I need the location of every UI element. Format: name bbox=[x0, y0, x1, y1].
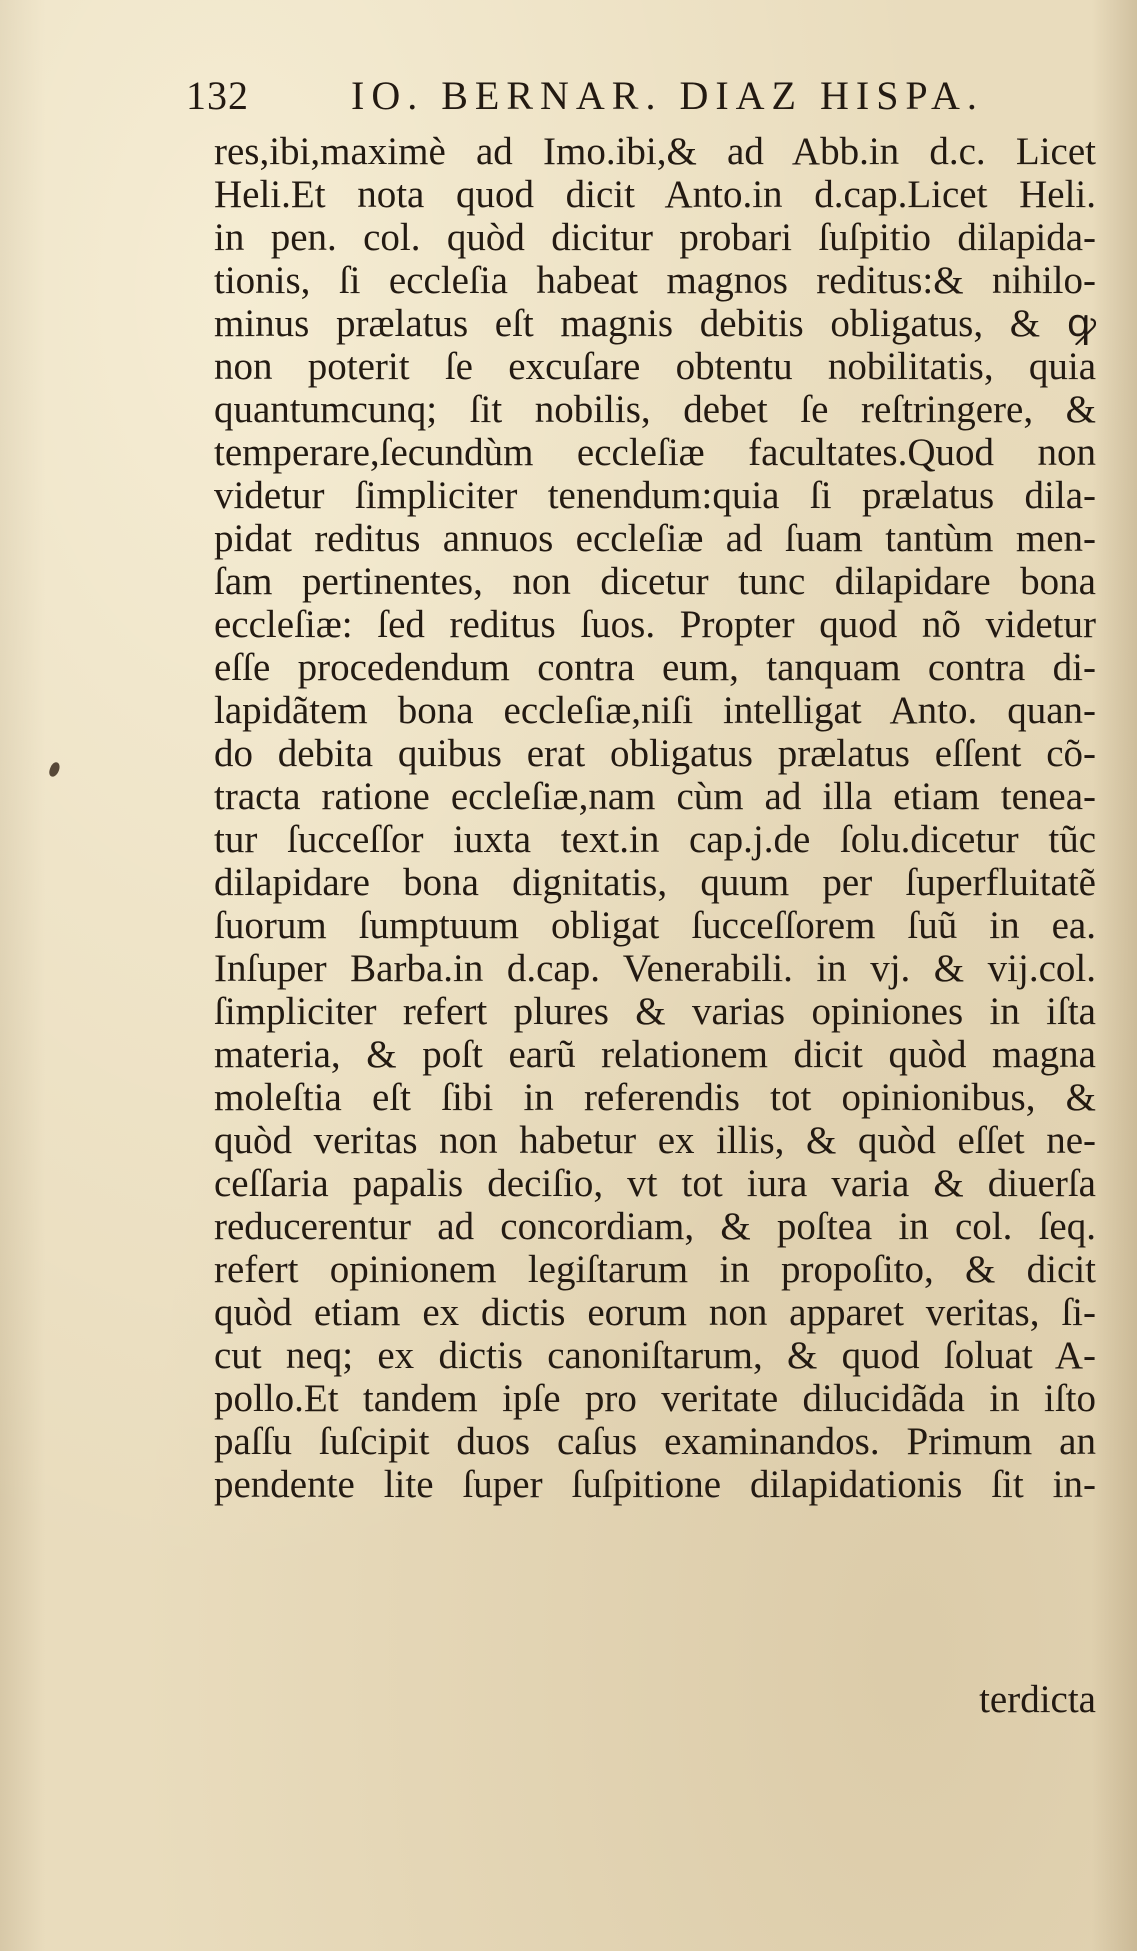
text-line: temperare,ſecundùm eccleſiæ facultates.Quod non bbox=[214, 431, 1096, 474]
ink-spot bbox=[48, 761, 61, 778]
text-line: ceſſaria papalis deciſio, vt tot iura varia & diuerſa bbox=[214, 1162, 1096, 1205]
text-line: res,ibi,maximè ad Imo.ibi,& ad Abb.in d.c. Licet bbox=[214, 130, 1096, 173]
page-number: 132 bbox=[186, 73, 249, 118]
text-line: refert opinionem legiſtarum in propoſito, & dicit bbox=[214, 1248, 1096, 1291]
text-line: non poterit ſe excuſare obtentu nobilitatis, quia bbox=[214, 345, 1096, 388]
text-line: reducerentur ad concordiam, & poſtea in col. ſeq. bbox=[214, 1205, 1096, 1248]
text-line: videtur ſimpliciter tenendum:quia ſi prælatus dila- bbox=[214, 474, 1096, 517]
text-line: pendente lite ſuper ſuſpitione dilapidationis ſit in- bbox=[214, 1463, 1096, 1506]
text-line: Inſuper Barba.in d.cap. Venerabili. in vj. & vij.col. bbox=[214, 947, 1096, 990]
text-line: in pen. col. quòd dicitur probari ſuſpitio dilapida- bbox=[214, 216, 1096, 259]
body-text bbox=[214, 130, 1096, 1506]
text-line: ſam pertinentes, non dicetur tunc dilapidare bona bbox=[214, 560, 1096, 603]
catchword: terdicta bbox=[979, 1678, 1096, 1721]
text-line: eſſe procedendum contra eum, tanquam contra di- bbox=[214, 646, 1096, 689]
text-line: tracta ratione eccleſiæ,nam cùm ad illa etiam tenea- bbox=[214, 775, 1096, 818]
text-line: do debita quibus erat obligatus prælatus eſſent cõ- bbox=[214, 732, 1096, 775]
text-line: lapidãtem bona eccleſiæ,niſi intelligat Anto. quan- bbox=[214, 689, 1096, 732]
running-head: IO. BERNAR. DIAZ HISPA. bbox=[351, 73, 984, 118]
text-line: Heli.Et nota quod dicit Anto.in d.cap.Licet Heli. bbox=[214, 173, 1096, 216]
text-line: dilapidare bona dignitatis, quum per ſuperfluitatẽ bbox=[214, 861, 1096, 904]
text-line: pidat reditus annuos eccleſiæ ad ſuam tantùm men- bbox=[214, 517, 1096, 560]
text-line: quòd veritas non habetur ex illis, & quòd eſſet ne- bbox=[214, 1119, 1096, 1162]
text-line: pollo.Et tandem ipſe pro veritate dilucidãda in iſto bbox=[214, 1377, 1096, 1420]
text-line: eccleſiæ: ſed reditus ſuos. Propter quod nõ videtur bbox=[214, 603, 1096, 646]
text-line: ſimpliciter refert plures & varias opiniones in iſta bbox=[214, 990, 1096, 1033]
text-line: quòd etiam ex dictis eorum non apparet veritas, ſi- bbox=[214, 1291, 1096, 1334]
text-line: cut neq; ex dictis canoniſtarum, & quod ſoluat A- bbox=[214, 1334, 1096, 1377]
text-line: materia, & poſt earũ relationem dicit quòd magna bbox=[214, 1033, 1096, 1076]
text-line: moleſtia eſt ſibi in referendis tot opinionibus, & bbox=[214, 1076, 1096, 1119]
text-line: tionis, ſi eccleſia habeat magnos reditus:& nihilo- bbox=[214, 259, 1096, 302]
text-line: paſſu ſuſcipit duos caſus examinandos. Primum an bbox=[214, 1420, 1096, 1463]
text-line: ſuorum ſumptuum obligat ſucceſſorem ſuũ in ea. bbox=[214, 904, 1096, 947]
text-line: minus prælatus eſt magnis debitis obligatus, & ꝙ bbox=[214, 302, 1096, 345]
page-header bbox=[186, 66, 1096, 126]
text-line: tur ſucceſſor iuxta text.in cap.j.de ſolu.dicetur tũc bbox=[214, 818, 1096, 861]
text-line: quantumcunq; ſit nobilis, debet ſe reſtringere, & bbox=[214, 388, 1096, 431]
